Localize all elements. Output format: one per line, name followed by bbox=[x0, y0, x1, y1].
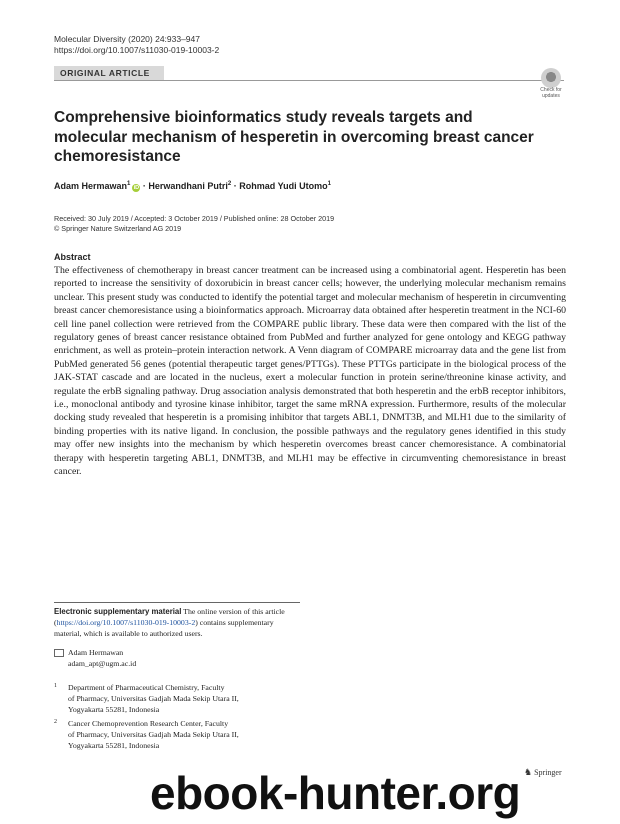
journal-header bbox=[54, 34, 219, 56]
affiliation-line: Department of Pharmaceutical Chemistry, Faculty bbox=[68, 683, 225, 692]
journal-citation: Molecular Diversity (2020) 24:933–947 bbox=[54, 34, 200, 44]
esm-link[interactable]: https://doi.org/10.1007/s11030-019-10003-2 bbox=[56, 617, 196, 627]
publication-dates bbox=[54, 214, 334, 234]
affiliation-line: Cancer Chemoprevention Research Center, Faculty bbox=[68, 719, 229, 728]
affiliation-line: Yogyakarta 55281, Indonesia bbox=[68, 704, 160, 714]
check-for-updates-badge[interactable] bbox=[536, 68, 566, 100]
footnote-divider bbox=[54, 602, 300, 603]
envelope-icon bbox=[54, 649, 64, 657]
author-name[interactable]: Adam Hermawan bbox=[54, 181, 128, 191]
author-affiliation-mark: 1 bbox=[327, 181, 331, 187]
author-affiliation-mark: 2 bbox=[227, 181, 232, 187]
affiliation-number: 1 bbox=[54, 683, 57, 689]
affiliation-line: of Pharmacy, Universitas Gadjah Mada Sekip Utara II, bbox=[68, 729, 239, 739]
author-name[interactable]: Rohmad Yudi Utomo bbox=[239, 181, 328, 191]
article-type-tag: ORIGINAL ARTICLE bbox=[54, 66, 164, 80]
esm-label: Electronic supplementary material bbox=[54, 607, 182, 616]
watermark: ebook-hunter.org bbox=[150, 767, 521, 819]
check-updates-label: Check for updates bbox=[540, 87, 562, 99]
author-separator: · bbox=[231, 181, 240, 191]
publisher-logo bbox=[524, 767, 562, 778]
esm-text-after: ) contains supplementary material, which is available to authorized users. bbox=[54, 617, 274, 638]
article-type-bar bbox=[54, 66, 564, 81]
doi-link[interactable]: https://doi.org/10.1007/s11030-019-10003-2 bbox=[54, 45, 220, 55]
copyright-line: © Springer Nature Switzerland AG 2019 bbox=[54, 224, 182, 233]
abstract-text: The effectiveness of chemotherapy in breast cancer treatment can be increased using a combinatorial agent. Hesperetin has been reported to increase the sensitivity of doxorubicin in breast cancer cells; however, the underlying molecular mechanism remains unclear. This present study was conducted to identify the potential target and molecular mechanism of hesperetin in circumventing breast cancer chemoresistance using a bioinformatics approach. Microarray data obtained after hesperetin treatment in the NCI-60 cell line panel collection were retrieved from the COMPARE public library. These data were then compared with the list of the regulatory genes of breast cancer resistance obtained from PubMed and further analyzed for gene ontology and KEGG pathway enrichment, as well as protein–protein interaction network. A Venn diagram of COMPARE microarray data and the gene list from PubMed generated 56 genes (potential therapeutic target genes/PTTGs). These PTTGs participate in the biological process of the JAK-STAT cascade and are located in the nucleus, exert a molecular function in protein serine/threonine kinase activity, and regulate the erbB signaling pathway. Drug association analysis demonstrated that both hesperetin and the erbB receptor inhibitors, i.e., monoclonal antibody and tyrosine kinase inhibitor, target the same mRNA expression. Furthermore, results of the molecular docking study revealed that hesperetin is a promising inhibitor that targets ABL1, DNMT3B, and MLH1 due to the similarity of binding properties with its native ligand. In conclusion, the possible pathways and the regulatory genes identified in this study may offer new insights into the mechanism by which hesperetin overcomes breast cancer chemoresistance. A combinatorial therapy with hesperetin targeting ABL1, DNMT3B, and MLH1 may be effective in circumventing chemoresistance in breast cancer. bbox=[54, 265, 566, 478]
author-list bbox=[54, 181, 331, 192]
corresponding-author bbox=[54, 648, 136, 670]
abstract-heading: Abstract bbox=[54, 252, 91, 262]
esm-text-before: The online version of this article ( bbox=[54, 607, 285, 627]
article-title: Comprehensive bioinformatics study reveals targets and molecular mechanism of hesperetin in overcoming breast cancer chemoresistance bbox=[54, 109, 534, 165]
orcid-icon[interactable]: iD bbox=[133, 185, 140, 191]
check-updates-icon bbox=[541, 68, 561, 88]
dates-line: Received: 30 July 2019 / Accepted: 3 October 2019 / Published online: 28 October 2019 bbox=[54, 214, 335, 223]
author-name[interactable]: Herwandhani Putri bbox=[148, 181, 228, 191]
author-affiliation-mark: 1 bbox=[127, 181, 131, 187]
contact-name: Adam Hermawan bbox=[68, 648, 124, 657]
supplementary-note bbox=[54, 607, 294, 639]
contact-email[interactable]: adam_apt@ugm.ac.id bbox=[68, 658, 137, 668]
affiliation-number: 2 bbox=[54, 719, 57, 725]
affiliation-line: of Pharmacy, Universitas Gadjah Mada Sekip Utara II, bbox=[68, 693, 239, 703]
author-separator: · bbox=[140, 181, 149, 191]
publisher-name: Springer bbox=[534, 768, 562, 777]
affiliation-line: Yogyakarta 55281, Indonesia bbox=[68, 740, 160, 750]
springer-horse-icon: ♞ bbox=[524, 767, 533, 777]
affiliation-2 bbox=[54, 719, 294, 751]
affiliation-1 bbox=[54, 683, 294, 715]
